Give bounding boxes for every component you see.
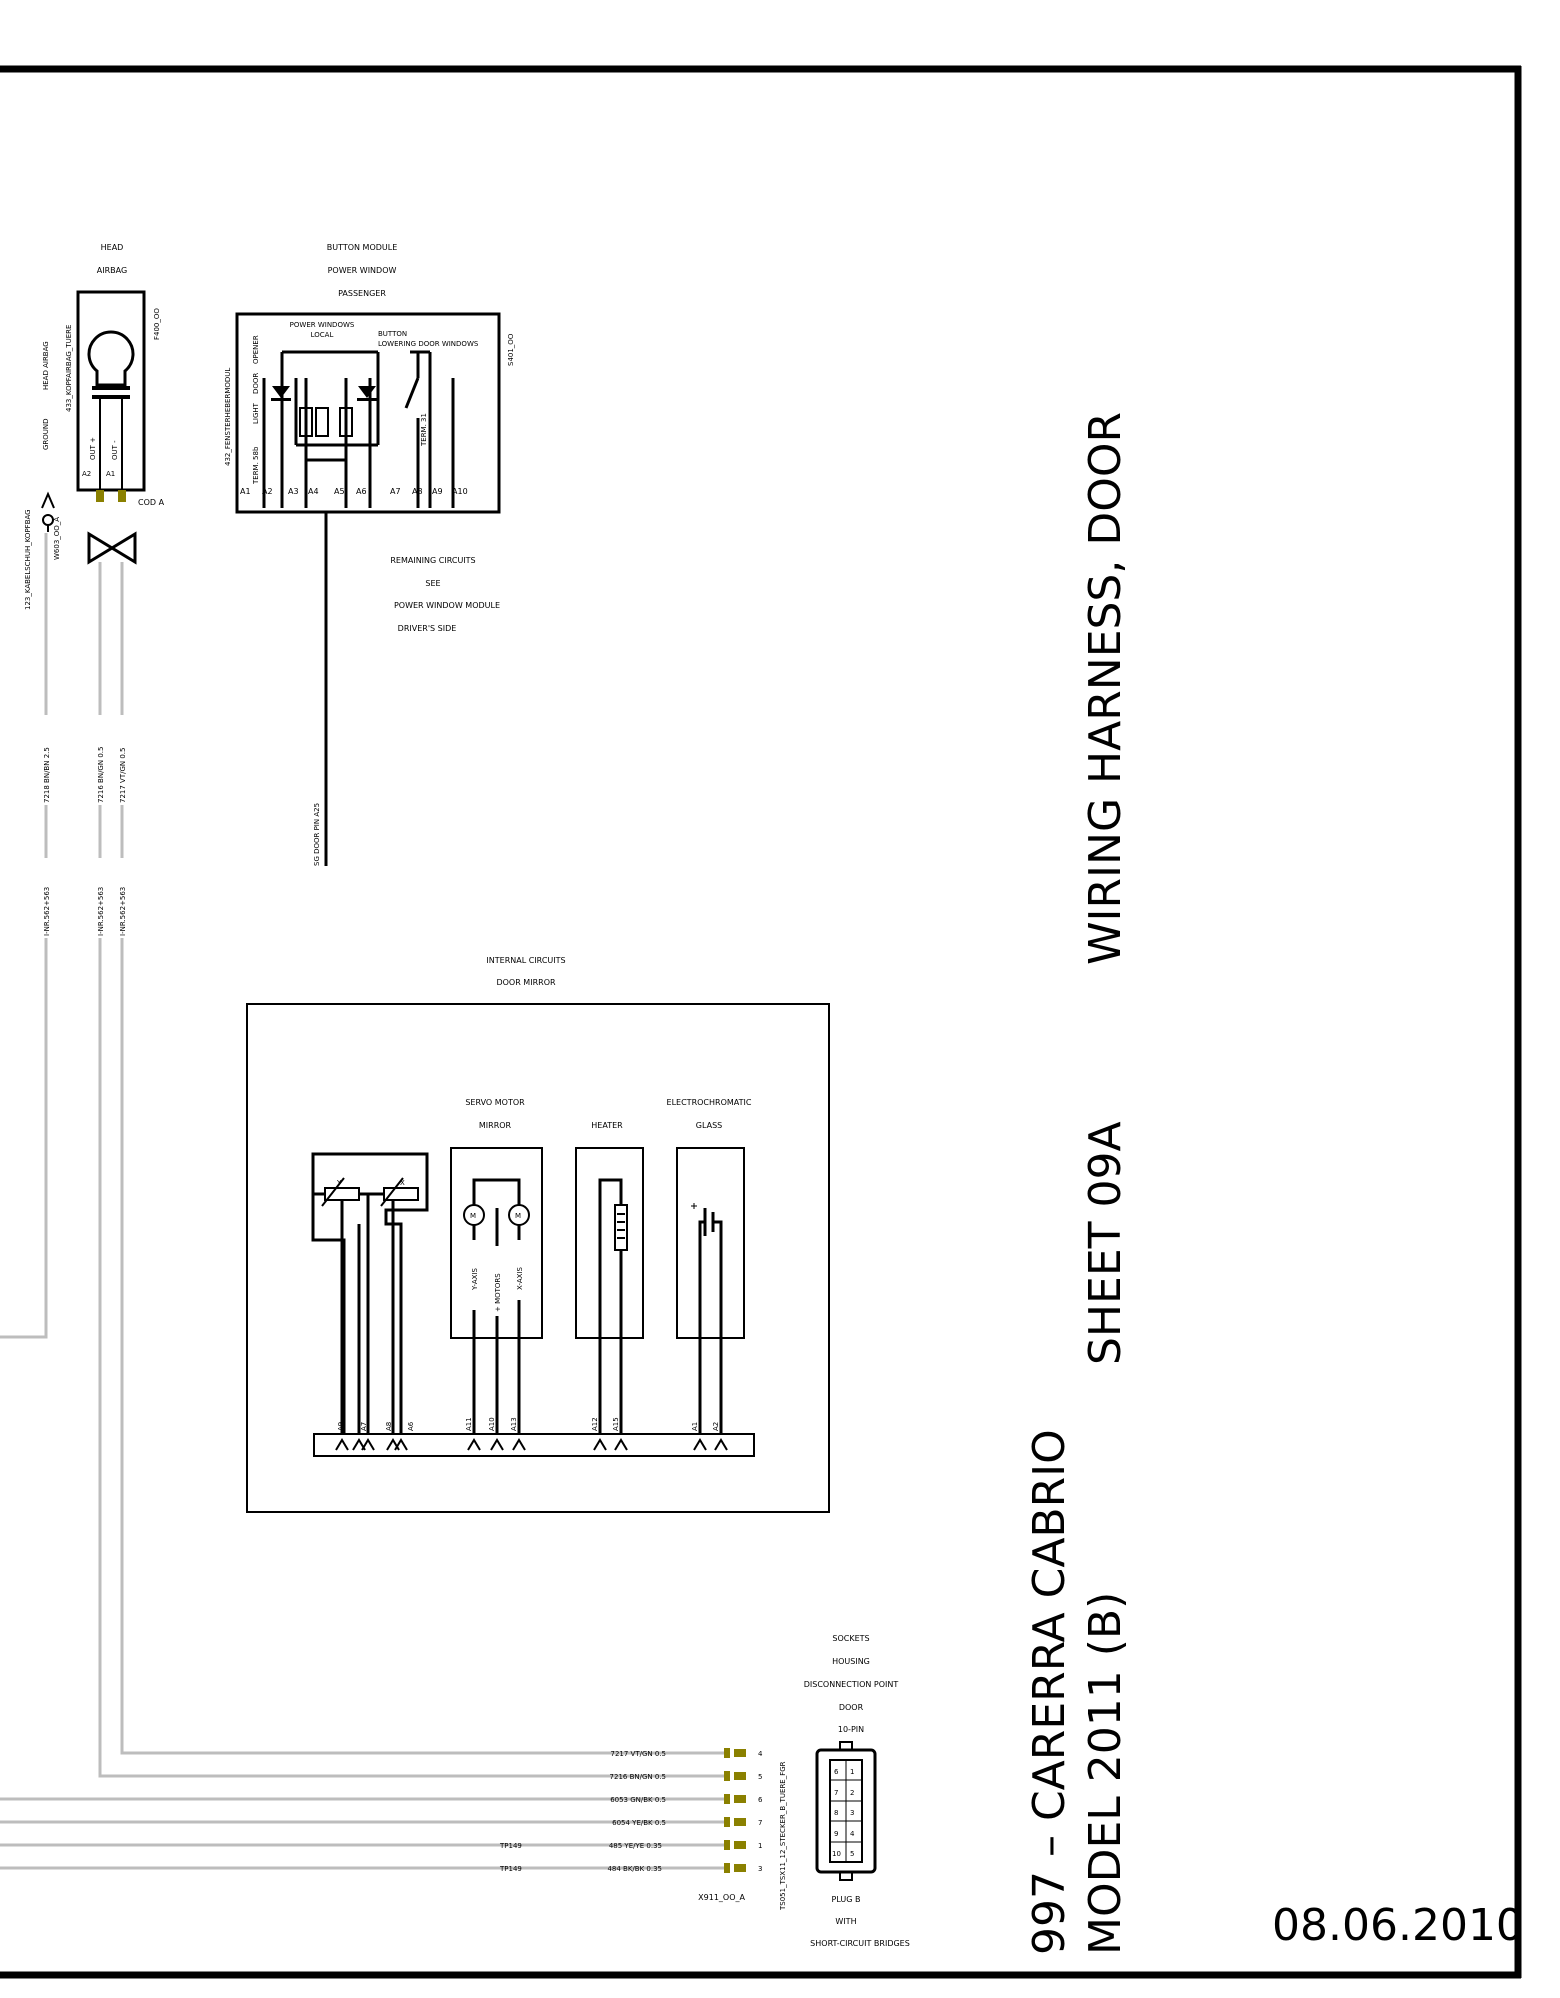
power-windows-label-2: LOCAL: [310, 331, 334, 339]
button-pin-a9: A9: [432, 487, 443, 496]
socket-wire-pin-2: 6: [758, 1796, 763, 1804]
plug-cell-3: 3: [850, 1809, 855, 1817]
socket-title-3: DISCONNECTION POINT: [803, 1680, 899, 1689]
button-lowering-label-2: LOWERING DOOR WINDOWS: [378, 340, 479, 348]
electrochromatic-title-1: ELECTROCHROMATIC: [666, 1098, 752, 1107]
button-module-title-2: POWER WINDOW: [327, 266, 397, 275]
socket-title-1: SOCKETS: [832, 1634, 870, 1643]
button-pin-a4: A4: [308, 487, 319, 496]
airbag-pin-a2: A2: [82, 470, 92, 478]
button-pin-a7: A7: [390, 487, 401, 496]
button-lowering-label-1: BUTTON: [378, 330, 408, 338]
electrochromatic-box: [677, 1148, 744, 1338]
plug-cell-2: 2: [850, 1789, 855, 1797]
door-socket: [499, 1634, 910, 1948]
x-axis-label: X-AXIS: [516, 1267, 524, 1290]
socket-title-5: 10-PIN: [837, 1725, 865, 1734]
power-windows-label-1: POWER WINDOWS: [289, 321, 355, 329]
button-pin-a1: A1: [240, 487, 251, 496]
coding-bowtie-icon: [89, 534, 135, 562]
door-label: DOOR: [252, 372, 260, 394]
socket-wire-label-5: 484 BK/BK 0.35: [607, 1865, 662, 1873]
airbag-ground-label: GROUND: [42, 418, 50, 450]
position-sensor-block: [313, 1154, 427, 1434]
wire-7218: [0, 533, 46, 1337]
heater-box: [576, 1148, 643, 1338]
servo-motor-title-2: MIRROR: [478, 1121, 512, 1130]
light-label: LIGHT: [252, 403, 260, 424]
harness-wires: [0, 533, 724, 1868]
socket-wire-pin-1: 5: [758, 1773, 763, 1781]
airbag-pin-a1: A1: [106, 470, 116, 478]
opener-label: OPENER: [252, 335, 260, 364]
term58-label: TERM. 58b: [252, 446, 260, 484]
mirror-pin-a11: A11: [465, 1417, 473, 1431]
remaining-circuits-3: POWER WINDOW MODULE: [393, 601, 501, 610]
mirror-pin-a13: A13: [510, 1417, 518, 1431]
sensor-y-label: Y: [337, 1179, 342, 1187]
plug-b-icon: [817, 1742, 875, 1880]
socket-wire-label-4: 485 YE/YE 0.35: [608, 1842, 662, 1850]
airbag-head-label: HEAD AIRBAG: [42, 341, 50, 390]
socket-wire-pin-0: 4: [758, 1750, 763, 1758]
motor-y-m: M: [470, 1212, 477, 1220]
mirror-title-1: INTERNAL CIRCUITS: [486, 956, 566, 965]
head-airbag-title-1: HEAD: [100, 243, 124, 252]
wire-7218-inr: I-NR.562+563: [43, 886, 51, 936]
button-pin-a2: A2: [262, 487, 273, 496]
servo-motor-title-1: SERVO MOTOR: [465, 1098, 525, 1107]
plug-cell-7: 7: [834, 1789, 839, 1797]
wire-7216-label: 7216 BN/GN 0.5: [97, 746, 105, 803]
button-pin-a5: A5: [334, 487, 345, 496]
mirror-pin-a10: A10: [488, 1417, 496, 1431]
model-line-2: MODEL 2011 (B): [1080, 1591, 1131, 1955]
motor-x-icon: [509, 1205, 529, 1225]
plug-label-3: SHORT-CIRCUIT BRIDGES: [810, 1939, 910, 1948]
remaining-circuits-2: SEE: [425, 579, 441, 588]
wire-7218-label: 7218 BN/BN 2.5: [43, 747, 51, 803]
socket-wire-label-3: 6054 YE/BK 0.5: [612, 1819, 666, 1827]
wire-7216-inr: I-NR.562+563: [97, 886, 105, 936]
socket-title-4: DOOR: [838, 1703, 864, 1712]
mirror-pin-a7: A7: [360, 1421, 368, 1431]
wire-7217-label: 7217 VT/GN 0.5: [119, 747, 127, 803]
mirror-pin-a1: A1: [691, 1421, 699, 1431]
airbag-connector-name: 433_KOPFAIRBAG_TUERE: [65, 324, 73, 412]
airbag-out-plus: OUT +: [89, 437, 97, 460]
socket-connector-id: X911_OO_A: [698, 1893, 745, 1902]
ground-connector-id: W603_OO_A: [53, 516, 61, 560]
mirror-pin-a12: A12: [591, 1417, 599, 1431]
mirror-connector-pins: [336, 1440, 727, 1450]
socket-title-2: HOUSING: [832, 1657, 870, 1666]
diagram-title: WIRING HARNESS, DOOR: [1080, 411, 1131, 965]
title-block: [1024, 412, 1524, 1955]
mirror-pin-a2: A2: [712, 1421, 720, 1431]
switch-resistor-icons: [300, 408, 352, 436]
plug-cell-10: 10: [832, 1850, 841, 1858]
plug-cell-1: 1: [850, 1768, 855, 1776]
electrochromatic-cell-icon: [691, 1203, 721, 1434]
heater-title: HEATER: [591, 1121, 623, 1130]
cable-lug-name: 123_KABELSCHUH_KOPFBAG: [24, 509, 32, 610]
motors-label: + MOTORS: [494, 1273, 502, 1312]
sg-door-label: SG DOOR PIN A25: [313, 802, 321, 866]
button-module-title-3: PASSENGER: [338, 289, 386, 298]
sensor-x-label: X: [400, 1179, 405, 1187]
socket-wire-label-0: 7217 VT/GN 0.5: [610, 1750, 666, 1758]
button-module-component-id: S401_OO: [507, 333, 515, 366]
motor-y-icon: [464, 1205, 484, 1225]
wire-7217-inr: I-NR.562+563: [119, 886, 127, 936]
electrochromatic-title-2: GLASS: [695, 1121, 723, 1130]
plug-label-1: PLUG B: [831, 1895, 861, 1904]
airbag-pin-contact-a2: [96, 490, 104, 502]
mirror-pin-a8: A8: [385, 1421, 393, 1431]
sheet-date: 08.06.2010: [1272, 1900, 1524, 1951]
model-line-1: 997 – CARERRA CABRIO: [1024, 1429, 1075, 1955]
button-module: [224, 243, 515, 866]
mirror-pin-a15: A15: [612, 1417, 620, 1431]
plug-cell-9: 9: [834, 1830, 839, 1838]
plug-cell-6: 6: [834, 1768, 839, 1776]
door-mirror: [247, 956, 829, 1512]
airbag-squib-icon: [89, 332, 133, 490]
airbag-out-minus: OUT -: [111, 440, 119, 460]
airbag-pin-contact-a1: [118, 490, 126, 502]
wire-7216: [100, 562, 724, 1776]
button-pin-a10: A10: [452, 487, 468, 496]
socket-wire-label-2: 6053 GN/BK 0.5: [610, 1796, 666, 1804]
socket-wire-pin-4: 1: [758, 1842, 763, 1850]
button-pin-a3: A3: [288, 487, 299, 496]
switch-diode-icons: [271, 386, 377, 401]
button-module-connector-name: 432_FENSTERHEBERMODUL: [224, 367, 232, 466]
airbag-component-id: F400_OO: [153, 308, 161, 340]
mirror-pin-a6: A6: [407, 1421, 415, 1431]
mirror-title-2: DOOR MIRROR: [496, 978, 556, 987]
plug-cell-4: 4: [850, 1830, 855, 1838]
heater-element-icon: [600, 1180, 627, 1434]
plug-label-2: WITH: [835, 1917, 857, 1926]
button-pin-a6: A6: [356, 487, 367, 496]
mirror-pin-a9: A9: [337, 1421, 345, 1431]
socket-wire-tp-5: TP149: [500, 1865, 522, 1873]
socket-wire-pin-5: 3: [758, 1865, 763, 1873]
wire-7217: [122, 562, 724, 1753]
button-module-title-1: BUTTON MODULE: [326, 243, 398, 252]
socket-connector-name: TS051_TSX11_12_STECKER_B_TUERE_FGR: [779, 1761, 787, 1910]
sheet-border: [0, 66, 1521, 1978]
plug-cell-5: 5: [850, 1850, 855, 1858]
plug-cell-8: 8: [834, 1809, 839, 1817]
airbag-cod: COD A: [138, 498, 165, 507]
socket-wire-pin-3: 7: [758, 1819, 763, 1827]
motor-x-m: M: [515, 1212, 522, 1220]
head-airbag-title-2: AIRBAG: [96, 266, 128, 275]
sheet-number: SHEET 09A: [1080, 1121, 1131, 1365]
y-axis-label: Y-AXIS: [471, 1268, 479, 1290]
mirror-frame: [247, 1004, 829, 1512]
socket-wire-tp-4: TP149: [500, 1842, 522, 1850]
term31-label: TERM. 31: [420, 413, 428, 446]
socket-wire-label-1: 7216 BN/GN 0.5: [609, 1773, 666, 1781]
remaining-circuits-4: DRIVER'S SIDE: [397, 624, 457, 633]
remaining-circuits-1: REMAINING CIRCUITS: [390, 556, 476, 565]
button-pin-a8: A8: [412, 487, 423, 496]
mirror-connector-strip: [314, 1434, 754, 1456]
